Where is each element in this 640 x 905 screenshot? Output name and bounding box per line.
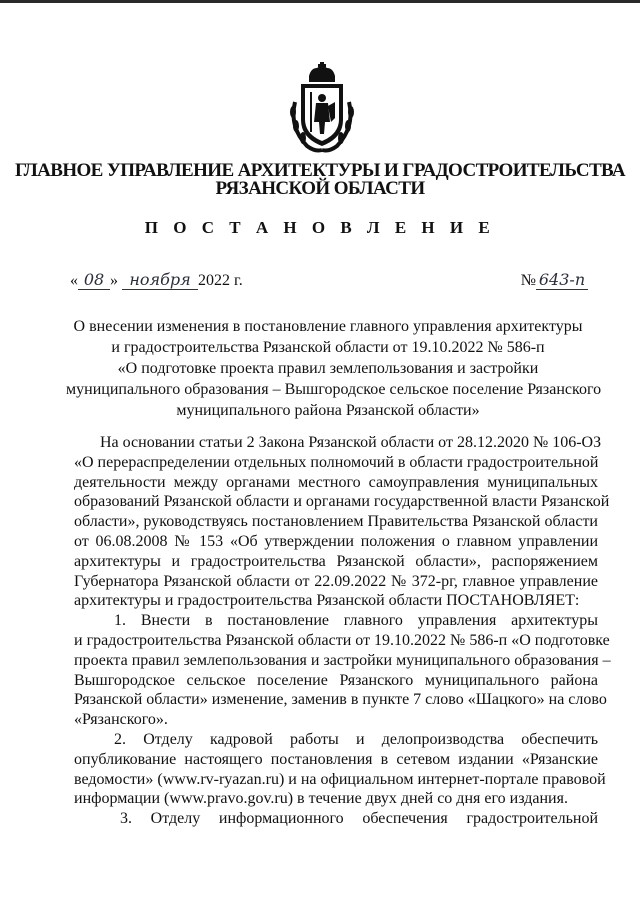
body-line: образований Рязанской области и органами государственной власти Рязанской (74, 493, 610, 511)
document-subject (66, 316, 602, 421)
body-line: 1. Внести в постановление главного управления архитектуры (114, 612, 598, 630)
document-type: П О С Т А Н О В Л Е Н И Е (144, 218, 496, 237)
body-line: Вышгородское сельское поселение Рязанского муниципального района (74, 671, 598, 689)
number-value: 643-п (536, 270, 588, 290)
body-line: информации (www.pravo.gov.ru) в течение двух дней со дня его издания. (74, 790, 568, 808)
body-line: деятельности между органами местного самоуправления муниципальных (74, 473, 598, 491)
organization-name: ГЛАВНОЕ УПРАВЛЕНИЕ АРХИТЕКТУРЫ И ГРАДОСТРОИТЕЛЬСТВА (14, 160, 626, 181)
body-line: области», руководствуясь постановлением Правительства Рязанской области (74, 513, 598, 531)
subject-line: «О подготовке проекта правил землепользования и застройки (117, 360, 539, 377)
document-body (74, 433, 611, 829)
subject-line: и градостроительства Рязанской области от 19.10.2022 № 586-п (111, 339, 545, 356)
date-day: 08 (78, 270, 110, 290)
body-line: 3. Отделу информационного обеспечения градостроительной (120, 810, 598, 828)
body-line: и градостроительства Рязанской области от 19.10.2022 № 586-п «О подготовке (74, 631, 610, 649)
number-prefix: № (520, 272, 536, 289)
body-line: проекта правил землепользования и застройки муниципального образования – (74, 651, 611, 669)
body-line: архитектуры и градостроительства Рязанской области ПОСТАНОВЛЯЕТ: (74, 592, 580, 610)
body-line: от 06.08.2008 № 153 «Об утверждении положения о главном управлении (74, 532, 598, 550)
subject-line: О внесении изменения в постановление главного управления архитектуры (73, 318, 583, 335)
body-line: На основании статьи 2 Закона Рязанской области от 28.12.2020 № 106-ОЗ (100, 434, 602, 451)
ryazan-coat-of-arms-icon (287, 62, 357, 154)
body-line: Губернатора Рязанской области от 22.09.2022 № 372-рг, главное управление (74, 572, 598, 590)
body-line: ведомости» (www.rv-ryazan.ru) и на официальном интернет-портале правовой (74, 770, 606, 788)
subject-line: муниципального района Рязанской области» (176, 402, 480, 419)
body-line: опубликование настоящего постановления в сетевом издании «Рязанские (74, 750, 598, 768)
date-year: 2022 г. (198, 272, 243, 289)
date-month: ноября (122, 270, 198, 290)
date-close-quote: » (110, 272, 118, 289)
body-line: «Рязанского». (74, 711, 168, 729)
document-number (521, 270, 588, 290)
body-line: архитектуры и градостроительства Рязанской области», распоряжением (74, 552, 598, 570)
scan-top-edge (0, 0, 640, 3)
body-line: Рязанской области» изменение, заменив в пункте 7 слово «Шацкого» на слово (74, 691, 607, 709)
body-line: «О перераспределении отдельных полномочий в области градостроительной (74, 453, 599, 471)
body-line: 2. Отделу кадровой работы и делопроизводства обеспечить (114, 730, 598, 748)
subject-line: муниципального образования – Вышгородское сельское поселение Рязанского (66, 381, 602, 398)
document-date (70, 270, 243, 290)
organization-region: РЯЗАНСКОЙ ОБЛАСТИ (215, 178, 425, 199)
date-open-quote: « (70, 272, 78, 289)
